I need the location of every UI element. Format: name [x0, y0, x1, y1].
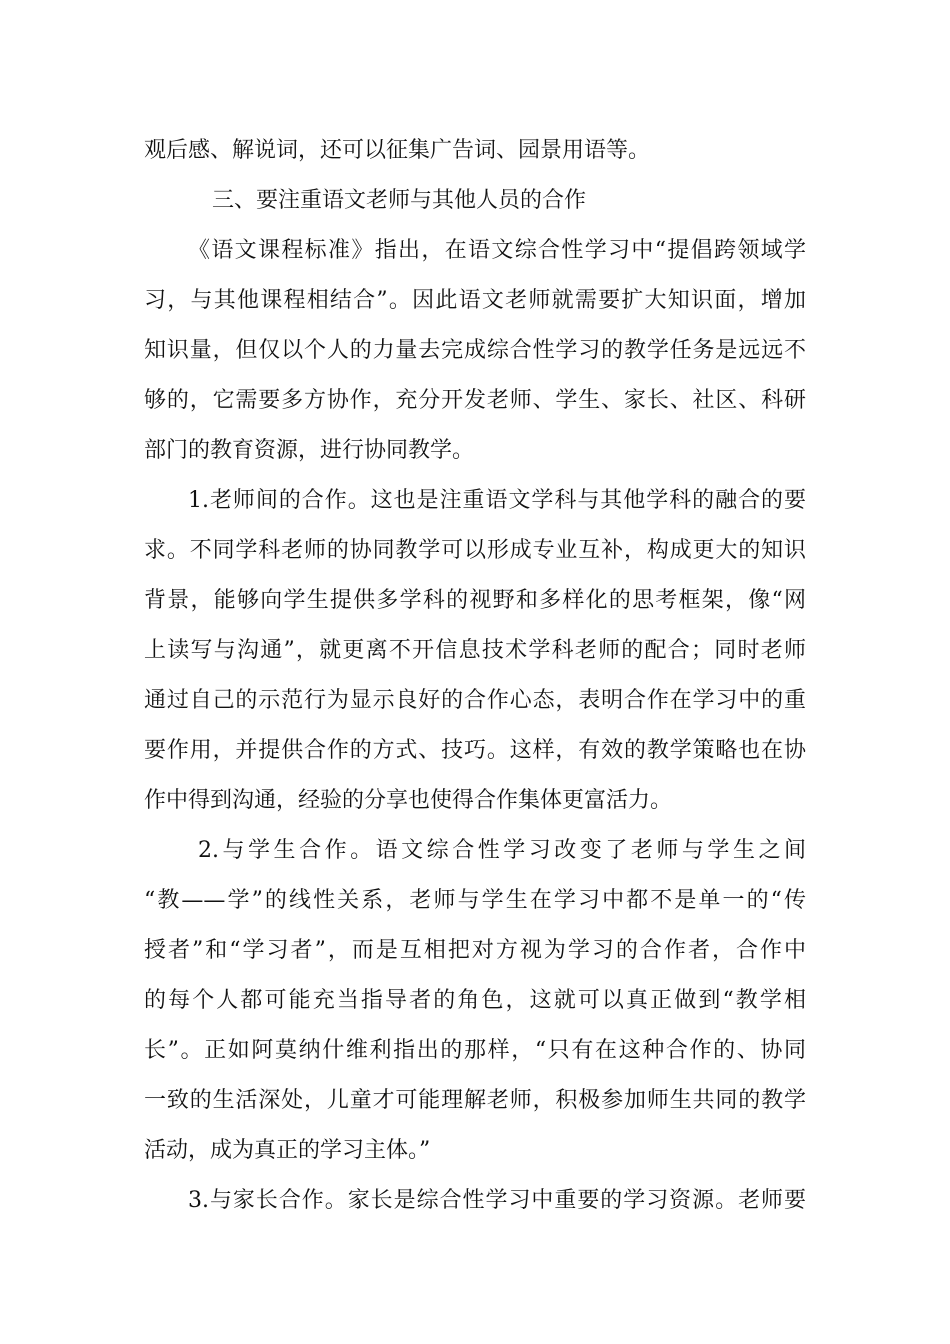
- paragraph-line: 部门的教育资源，进行协同教学。: [144, 438, 475, 463]
- paragraph-line: 习，与其他课程相结合”。因此语文老师就需要扩大知识面，增加: [144, 288, 806, 313]
- paragraph-line: 《语文课程标准》指出，在语文综合性学习中“提倡跨领域学: [188, 238, 806, 263]
- paragraph-line: 3.与家长合作。家长是综合性学习中重要的学习资源。老师要: [188, 1188, 806, 1213]
- paragraph-line: “教——学”的线性关系，老师与学生在学习中都不是单一的“传: [144, 888, 806, 913]
- paragraph-line: 知识量，但仅以个人的力量去完成综合性学习的教学任务是远远不: [144, 338, 806, 363]
- paragraph-line: 长”。正如阿莫纳什维利指出的那样，“只有在这种合作的、协同: [144, 1038, 806, 1063]
- paragraph-line: 求。不同学科老师的协同教学可以形成专业互补，构成更大的知识: [144, 538, 806, 563]
- paragraph-line: 授者”和“学习者”，而是互相把对方视为学习的合作者，合作中: [144, 938, 806, 963]
- paragraph-line: 一致的生活深处，儿童才可能理解老师，积极参加师生共同的教学: [144, 1088, 806, 1113]
- paragraph-line: 观后感、解说词，还可以征集广告词、园景用语等。: [144, 138, 651, 163]
- paragraph-line: 2.与学生合作。语文综合性学习改变了老师与学生之间: [198, 838, 806, 863]
- paragraph-line: 的每个人都可能充当指导者的角色，这就可以真正做到“教学相: [144, 988, 806, 1013]
- section-heading: 三、要注重语文老师与其他人员的合作: [212, 188, 587, 213]
- paragraph-line: 作中得到沟通，经验的分享也使得合作集体更富活力。: [144, 788, 673, 813]
- paragraph-line: 够的，它需要多方协作，充分开发老师、学生、家长、社区、科研: [144, 388, 806, 413]
- paragraph-line: 1.老师间的合作。这也是注重语文学科与其他学科的融合的要: [188, 488, 806, 513]
- paragraph-line: 要作用，并提供合作的方式、技巧。这样，有效的教学策略也在协: [144, 738, 806, 763]
- paragraph-line: 通过自己的示范行为显示良好的合作心态，表明合作在学习中的重: [144, 688, 806, 713]
- paragraph-line: 活动，成为真正的学习主体。”: [144, 1138, 431, 1163]
- paragraph-line: 上读写与沟通”，就更离不开信息技术学科老师的配合；同时老师: [144, 638, 806, 663]
- paragraph-line: 背景，能够向学生提供多学科的视野和多样化的思考框架，像“网: [144, 588, 806, 613]
